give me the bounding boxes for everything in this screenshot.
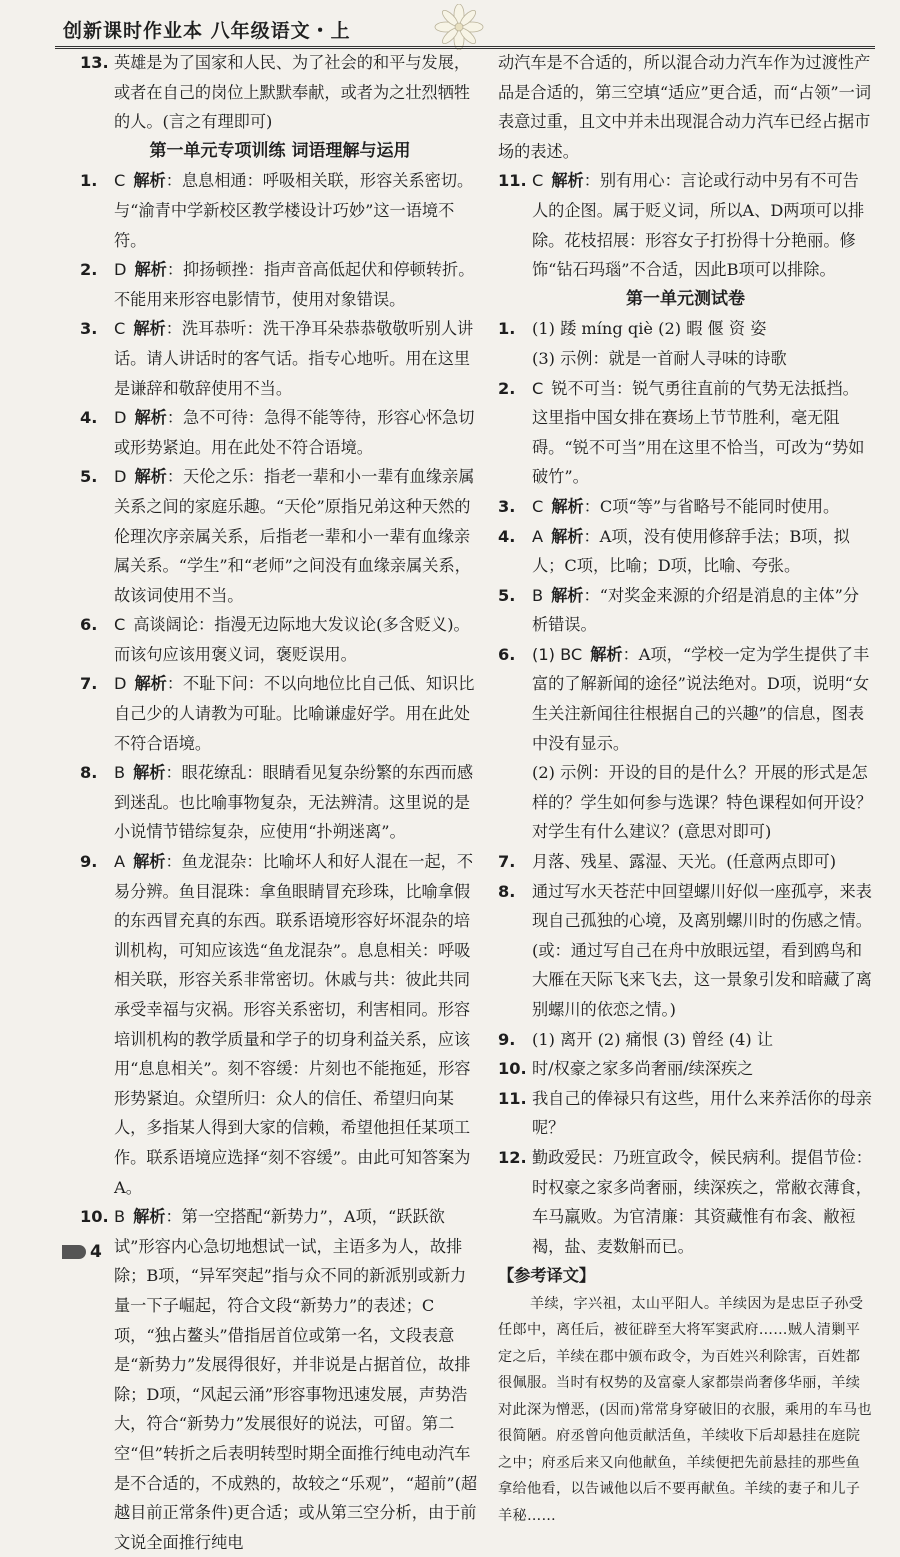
page-header bbox=[55, 8, 875, 52]
answer-item bbox=[498, 314, 873, 344]
item-number: 6. bbox=[80, 615, 98, 635]
item-text: ：急不可待：急得不能等待，形容心怀急切或形势紧迫。用在此处不符合语境。 bbox=[114, 408, 475, 457]
item-number: 1. bbox=[498, 319, 516, 339]
item-text: 月落、残星、露湿、天光。(任意两点即可) bbox=[532, 852, 837, 872]
item-number: 13. bbox=[80, 53, 109, 72]
answer-choice: C bbox=[532, 496, 544, 516]
item-number: 9. bbox=[80, 852, 98, 872]
answer-item bbox=[80, 610, 480, 669]
page-number bbox=[62, 1242, 102, 1262]
answer-item bbox=[80, 847, 480, 1202]
answer-item bbox=[498, 640, 873, 758]
item-text: ：A项，没有使用修辞手法；B项，拟人；C项，比喻；D项，比喻、夸张。 bbox=[532, 526, 850, 576]
page-tab-icon bbox=[62, 1245, 86, 1259]
answer-item bbox=[498, 1084, 873, 1143]
analysis-label: 解析 bbox=[134, 467, 167, 487]
analysis-label: 解析 bbox=[133, 171, 166, 191]
answer-item bbox=[80, 255, 480, 314]
item-number: 3. bbox=[498, 496, 516, 516]
section-heading: 第一单元专项训练 词语理解与运用 bbox=[149, 140, 411, 161]
analysis-label: 解析 bbox=[590, 644, 623, 664]
item-text: ：眼花缭乱：眼睛看见复杂纷繁的东西而感到迷乱。也比喻事物复杂，无法辨清。这里说的是小说情节错综复杂，应使用“扑朔迷离”。 bbox=[114, 763, 474, 842]
answer-item bbox=[498, 1025, 873, 1055]
left-column bbox=[80, 48, 480, 1557]
item-text: 通过写水天苍茫中回望螺川好似一座孤亭，来表现自己孤独的心境，及离别螺川时的伤感之情。(或：通过写自己在舟中放眼远望，看到鸥鸟和大雁在天际飞来飞去，这一景象引发和暗藏了离别螺川的依恋之情。) bbox=[532, 881, 872, 1019]
item-text: ：别有用心：言论或行动中另有不可告人的企图。属于贬义词，所以A、D两项可以排除。花枝招展：形容女子打扮得十分艳丽。修饰“钻石玛瑙”不合适，因此B项可以排除。 bbox=[532, 171, 865, 280]
answer-choice: C bbox=[114, 615, 126, 635]
analysis-label: 解析 bbox=[133, 763, 166, 783]
item-number: 11. bbox=[498, 1088, 527, 1108]
section-heading: 第一单元测试卷 bbox=[626, 288, 745, 309]
answer-choice: B bbox=[114, 1207, 126, 1227]
answer-choice: (1) BC bbox=[532, 644, 583, 664]
item-text: 时/权豪之家多尚奢丽/续深疾之 bbox=[532, 1059, 754, 1079]
item-text: 高谈阔论：指漫无边际地大发议论(多含贬义)。而该句应该用褒义词，褒贬误用。 bbox=[114, 615, 470, 664]
answer-item bbox=[498, 374, 873, 492]
answer-item bbox=[498, 877, 873, 1025]
continued-text: 动汽车是不合适的，所以混合动力汽车作为过渡性产品是合适的，第三空填“适应”更合适，而“占领”一词表意过重，且文中并未出现混合动力汽车已经占据市场的表述。 bbox=[498, 53, 872, 161]
answer-item bbox=[80, 314, 480, 403]
sub-answer: (2) 示例：开设的目的是什么？开展的形式是怎样的？学生如何参与选课？特色课程如何开设？对学生有什么建议？(意思对即可) bbox=[532, 763, 872, 842]
item-number: 10. bbox=[498, 1059, 527, 1079]
right-column bbox=[498, 48, 873, 1529]
item-number: 8. bbox=[80, 763, 98, 783]
answer-choice: C bbox=[532, 378, 544, 398]
flower-ornament-icon bbox=[430, 4, 488, 50]
answer-choice: D bbox=[114, 408, 127, 428]
answer-choice: A bbox=[532, 526, 544, 546]
item-text: ：天伦之乐：指老一辈和小一辈有血缘亲属关系之间的家庭乐趣。“天伦”原指兄弟这种天然的伦理次序亲属关系，后指老一辈和小一辈有血缘亲属关系。“学生”和“老师”之间没有血缘亲属关系，故该词使用不当。 bbox=[114, 467, 475, 605]
item-number: 7. bbox=[498, 852, 516, 872]
answer-choice: D bbox=[114, 467, 127, 487]
item-number: 5. bbox=[498, 585, 516, 605]
item-number: 7. bbox=[80, 674, 98, 694]
item-number: 1. bbox=[80, 171, 98, 191]
analysis-label: 解析 bbox=[134, 260, 167, 280]
item-number: 2. bbox=[80, 260, 98, 280]
item-text: ：“对奖金来源的介绍是消息的主体”分析错误。 bbox=[532, 585, 860, 635]
answer-item bbox=[498, 522, 873, 581]
answer-item bbox=[498, 1054, 873, 1084]
answer-choice: D bbox=[114, 260, 127, 280]
answer-item bbox=[80, 48, 480, 137]
answer-item bbox=[498, 1143, 873, 1261]
answer-choice: C bbox=[114, 319, 126, 339]
answer-item bbox=[80, 462, 480, 610]
translation-text: 羊续，字兴祖，太山平阳人。羊续因为是忠臣子孙受任郎中，离任后，被征辟至大将军窦武府……贼人清剿平定之后，羊续在郡中颁布政令，为百姓兴利除害，百姓都很佩服。当时有权势的及富豪人家都崇尚奢侈华丽，羊续对此深为憎恶，(因而)常常身穿破旧的衣服，乘用的车马也很简陋。府丞曾向他贡献活鱼，羊续收下后却悬挂在庭院之中；府丞后来又向他献鱼，羊续便把先前悬挂的那些鱼拿给他看，以告诫他以后不要再献鱼。羊续的妻子和儿子羊秘…… bbox=[498, 1295, 872, 1524]
item-text: ：鱼龙混杂：比喻坏人和好人混在一起，不易分辨。鱼目混珠：拿鱼眼睛冒充珍珠，比喻拿假的东西冒充真的东西。联系语境形容好坏混杂的培训机构，可知应该选“鱼龙混杂”。息息相关：呼吸相关联，形容关系非常密切。休戚与共：彼此共同承受幸福与灾祸。形容关系密切，利害相同。形容培训机构的教学质量和学子的切身利益关系，应该用“息息相关”。刻不容缓：片刻也不能拖延，形容形势紧迫。众望所归：众人的信任、希望归向某人，多指某人得到大家的信赖，希望他担任某项工作。联系语境应选择“刻不容缓”。由此可知答案为A。 bbox=[114, 852, 474, 1197]
header-title: 创新课时作业本 八年级语文・上 bbox=[63, 20, 351, 42]
answer-item bbox=[498, 581, 873, 640]
analysis-label: 解析 bbox=[551, 526, 584, 546]
answer-item bbox=[498, 166, 873, 284]
item-number: 5. bbox=[80, 467, 98, 487]
answer-choice: A bbox=[114, 852, 126, 872]
analysis-label: 解析 bbox=[133, 319, 166, 339]
answer-choice: D bbox=[114, 674, 127, 694]
answer-item bbox=[80, 166, 480, 255]
item-text: ：抑扬顿挫：指声音高低起伏和停顿转折。不能用来形容电影情节，使用对象错误。 bbox=[114, 260, 475, 309]
item-number: 9. bbox=[498, 1029, 516, 1049]
item-text: 英雄是为了国家和人民、为了社会的和平与发展，或者在自己的岗位上默默奉献，或者为之壮烈牺牲的人。(言之有理即可) bbox=[114, 53, 471, 132]
item-text: ：第一空搭配“新势力”，A项，“跃跃欲试”形容内心急切地想试一试，主语多为人，故排除；B项，“异军突起”指与众不同的新派别或新力量一下子崛起，符合文段“新势力”的表述；C项，“独占鳌头”借指居首位或第一名，文段表意是“新势力”发展得很好，并非说是占据首位，故排除；D项，“风起云涌”形容事物迅速发展，声势浩大，符合“新势力”发展很好的说法，可留。第二空“但”转折之后表明转型时期全面推行纯电动汽车是不合适的，不成熟的，故较之“乐观”，“超前”(超越目前正常条件)更合适；或从第三空分析，由于前文说全面推行纯电 bbox=[114, 1207, 478, 1552]
answer-item bbox=[498, 847, 873, 877]
answer-item bbox=[80, 669, 480, 758]
analysis-label: 解析 bbox=[134, 408, 167, 428]
answer-choice: B bbox=[532, 585, 544, 605]
analysis-label: 解析 bbox=[551, 585, 584, 605]
item-number: 8. bbox=[498, 881, 516, 901]
item-text: 勤政爱民：乃班宣政令，候民病利。提倡节俭：时权豪之家多尚奢丽，续深疾之，常敝衣薄食，车马羸败。为官清廉：其资藏惟有布衾、敝裋褐，盐、麦数斛而已。 bbox=[532, 1147, 872, 1256]
answer-item bbox=[80, 1202, 480, 1557]
item-text: 锐不可当：锐气勇往直前的气势无法抵挡。这里指中国女排在赛场上节节胜利，毫无阻碍。“锐不可当”用在这里不恰当，可改为“势如破竹”。 bbox=[532, 378, 865, 487]
analysis-label: 解析 bbox=[133, 852, 166, 872]
answer-choice: C bbox=[114, 171, 126, 191]
analysis-label: 解析 bbox=[134, 674, 167, 694]
item-number: 12. bbox=[498, 1147, 527, 1167]
answer-choice: B bbox=[114, 763, 126, 783]
item-number: 6. bbox=[498, 644, 516, 664]
item-number: 11. bbox=[498, 171, 527, 191]
item-number: 2. bbox=[498, 378, 516, 398]
answer-choice: C bbox=[532, 171, 544, 191]
item-text: ：A项，“学校一定为学生提供了丰富的了解新闻的途径”说法绝对。D项，说明“女生关注新闻往往根据自己的兴趣”的信息，图表中没有显示。 bbox=[532, 644, 870, 753]
item-number: 4. bbox=[80, 408, 98, 428]
item-number: 10. bbox=[80, 1207, 109, 1227]
item-text: ：息息相通：呼吸相关联，形容关系密切。与“渝青中学新校区教学楼设计巧妙”这一语境不符。 bbox=[114, 171, 474, 250]
item-text: 我自己的俸禄只有这些，用什么来养活你的母亲呢？ bbox=[532, 1088, 872, 1138]
item-number: 3. bbox=[80, 319, 98, 339]
answer-item bbox=[80, 403, 480, 462]
analysis-label: 解析 bbox=[133, 1207, 166, 1227]
item-text: ：C项“等”与省略号不能同时使用。 bbox=[583, 496, 840, 516]
analysis-label: 解析 bbox=[551, 496, 584, 516]
sub-answer: (3) 示例：就是一首耐人寻味的诗歌 bbox=[532, 348, 787, 368]
analysis-label: 解析 bbox=[551, 171, 584, 191]
item-text: (1) 离开 (2) 痛恨 (3) 曾经 (4) 让 bbox=[532, 1029, 774, 1049]
item-text: (1) 踒 míng qiè (2) 暇 偃 资 姿 bbox=[532, 319, 767, 339]
item-number: 4. bbox=[498, 526, 516, 546]
answer-item bbox=[498, 492, 873, 522]
item-text: ：洗耳恭听：洗干净耳朵恭恭敬敬听别人讲话。请人讲话时的客气话。指专心地听。用在这里是谦辞和敬辞使用不当。 bbox=[114, 319, 474, 398]
reference-translation-tag: 【参考译文】 bbox=[498, 1266, 596, 1286]
item-text: ：不耻下问：不以向地位比自己低、知识比自己少的人请教为可耻。比喻谦虚好学。用在此处不符合语境。 bbox=[114, 674, 475, 753]
answer-item bbox=[80, 758, 480, 847]
page-number-text: 4 bbox=[90, 1242, 102, 1262]
